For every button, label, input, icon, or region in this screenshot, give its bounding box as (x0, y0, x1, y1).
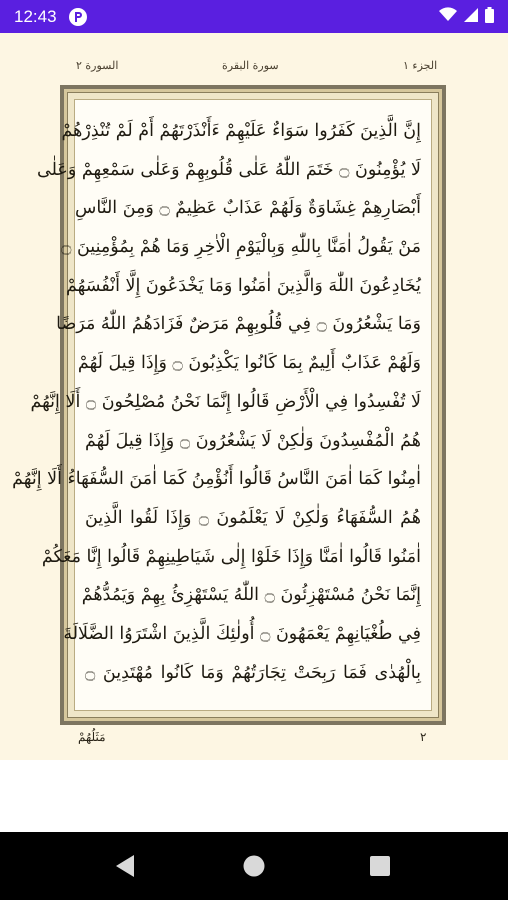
quran-line: اٰمَنُوا قَالُوا اٰمَنَّا وَإِذَا خَلَوْا إِلٰى شَيَاطِينِهِمْ قَالُوا إِنَّا مَعَكُمْ (41, 546, 421, 567)
quran-line: مَنْ يَقُولُ اٰمَنَّا بِاللّٰهِ وَبِالْيَوْمِ الْاٰخِرِ وَمَا هُمْ بِمُؤْمِنِينَ ۝ (61, 237, 421, 258)
surah-number-label: السورة ٢ (76, 59, 119, 72)
quran-line: بِالْهُدٰى فَمَا رَبِحَتْ تِجَارَتُهُمْ وَمَا كَانُوا مُهْتَدِينَ ۝ (85, 662, 421, 683)
quran-line: يُخَادِعُونَ اللّٰهَ وَالَّذِينَ اٰمَنُوا وَمَا يَخْدَعُونَ إِلَّا أَنْفُسَهُمْ (66, 275, 421, 296)
quran-line: هُمُ السُّفَهَاءُ وَلٰكِنْ لَا يَعْلَمُونَ ۝ وَإِذَا لَقُوا الَّذِينَ (85, 507, 421, 528)
quran-line: وَلَهُمْ عَذَابٌ أَلِيمٌ بِمَا كَانُوا يَكْذِبُونَ ۝ وَإِذَا قِيلَ لَهُمْ (77, 353, 421, 374)
juz-label: الجزء ١ (403, 59, 438, 72)
surah-name-label: سورة البقرة (222, 59, 279, 72)
status-bar (0, 0, 508, 33)
mushaf-page[interactable] (0, 33, 508, 760)
catchword: مَثَلُهُمْ (78, 730, 106, 744)
home-icon[interactable] (240, 852, 268, 880)
page-frame (12, 85, 446, 725)
wifi-icon (439, 7, 457, 26)
page-header (0, 59, 508, 79)
quran-line: إِنَّ الَّذِينَ كَفَرُوا سَوَاءٌ عَلَيْهِمْ ءَأَنْذَرْتَهُمْ أَمْ لَمْ تُنْذِرْهُمْ (61, 121, 421, 141)
recents-icon[interactable] (366, 852, 394, 880)
page-number: ٢ (420, 730, 427, 744)
quran-text-block (12, 112, 421, 702)
battery-icon (485, 7, 494, 27)
signal-icon (464, 7, 478, 26)
quran-line: لَا يُؤْمِنُونَ ۝ خَتَمَ اللّٰهُ عَلٰى قُلُوبِهِمْ وَعَلٰى سَمْعِهِمْ وَعَلٰى (37, 159, 421, 180)
quran-line: لَا تُفْسِدُوا فِي الْأَرْضِ قَالُوا إِنَّمَا نَحْنُ مُصْلِحُونَ ۝ أَلَا إِنَّهُمْ (30, 391, 421, 412)
quran-line: اٰمِنُوا كَمَا اٰمَنَ النَّاسُ قَالُوا أَنُؤْمِنُ كَمَا اٰمَنَ السُّفَهَاءُ أَلَا إِنَّهُمْ (12, 469, 421, 490)
back-icon[interactable] (112, 852, 140, 880)
quran-line: فِي طُغْيَانِهِمْ يَعْمَهُونَ ۝ أُولٰئِكَ الَّذِينَ اشْتَرَوُا الضَّلَالَةَ (63, 623, 421, 644)
status-indicators (439, 0, 494, 33)
app-p-icon (69, 8, 87, 26)
quran-line: أَبْصَارِهِمْ غِشَاوَةٌ وَلَهُمْ عَذَابٌ عَظِيمٌ ۝ وَمِنَ النَّاسِ (75, 198, 421, 219)
quran-line: وَمَا يَشْعُرُونَ ۝ فِي قُلُوبِهِمْ مَرَضٌ فَزَادَهُمُ اللّٰهُ مَرَضًا (56, 314, 421, 335)
navigation-bar (0, 832, 508, 900)
quran-line: إِنَّمَا نَحْنُ مُسْتَهْزِئُونَ ۝ اللّٰهُ يَسْتَهْزِئُ بِهِمْ وَيَمُدُّهُمْ (81, 585, 421, 606)
quran-line: هُمُ الْمُفْسِدُونَ وَلٰكِنْ لَا يَشْعُرُونَ ۝ وَإِذَا قِيلَ لَهُمْ (85, 430, 421, 451)
status-time: 12:43 (14, 6, 57, 26)
